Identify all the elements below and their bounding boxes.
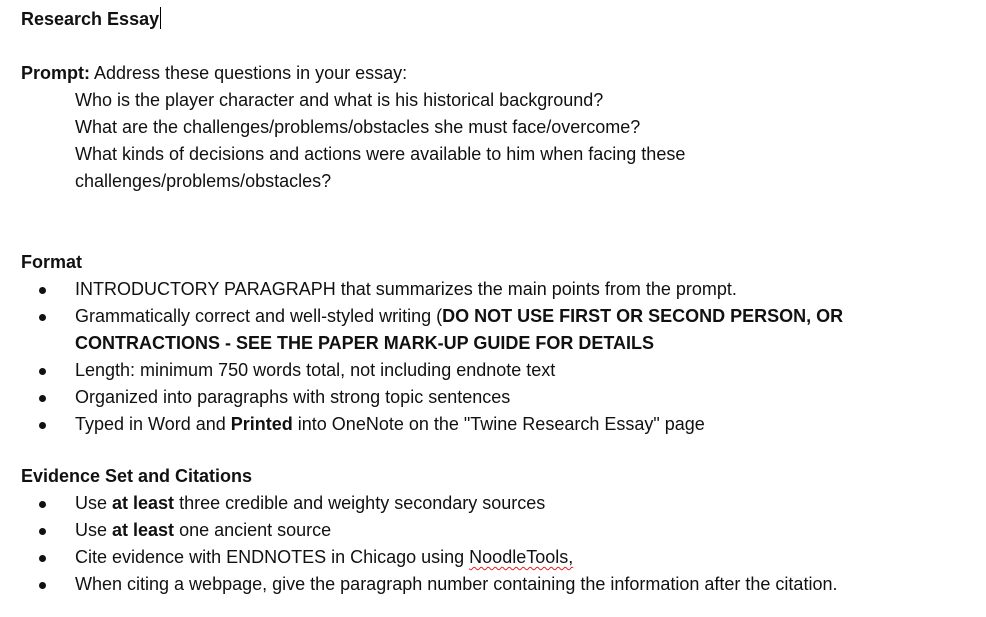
bullet-icon bbox=[39, 501, 46, 508]
list-item: Grammatically correct and well-styled writing (DO NOT USE FIRST OR SECOND PERSON, OR bbox=[21, 303, 971, 330]
bullet-icon bbox=[39, 314, 46, 321]
document-body[interactable] bbox=[21, 6, 971, 598]
text-cursor bbox=[160, 7, 161, 29]
bullet-icon bbox=[39, 555, 46, 562]
list-item: Use at least one ancient source bbox=[21, 517, 971, 544]
list-item: Organized into paragraphs with strong topic sentences bbox=[21, 384, 971, 411]
list-item: INTRODUCTORY PARAGRAPH that summarizes the main points from the prompt. bbox=[21, 276, 971, 303]
list-item: Typed in Word and Printed into OneNote on the "Twine Research Essay" page bbox=[21, 411, 971, 438]
list-item: When citing a webpage, give the paragraph number containing the information after the citation. bbox=[21, 571, 971, 598]
prompt-question-cont: challenges/problems/obstacles? bbox=[75, 171, 332, 191]
format-heading: Format bbox=[21, 252, 83, 272]
list-item-cont: CONTRACTIONS - SEE THE PAPER MARK-UP GUIDE FOR DETAILS bbox=[75, 333, 655, 353]
prompt-question: What kinds of decisions and actions were available to him when facing these bbox=[75, 144, 686, 164]
prompt-label: Prompt: bbox=[21, 63, 90, 83]
list-item: Cite evidence with ENDNOTES in Chicago using NoodleTools, bbox=[21, 544, 971, 571]
bullet-icon bbox=[39, 287, 46, 294]
evidence-heading: Evidence Set and Citations bbox=[21, 466, 253, 486]
bullet-icon bbox=[39, 395, 46, 402]
list-item: Use at least three credible and weighty secondary sources bbox=[21, 490, 971, 517]
bullet-icon bbox=[39, 582, 46, 589]
prompt-question: What are the challenges/problems/obstacles she must face/overcome? bbox=[75, 117, 641, 137]
bullet-icon bbox=[39, 368, 46, 375]
prompt-question: Who is the player character and what is his historical background? bbox=[75, 90, 604, 110]
bullet-icon bbox=[39, 422, 46, 429]
prompt-line: Prompt: Address these questions in your essay: bbox=[21, 63, 408, 83]
bullet-icon bbox=[39, 528, 46, 535]
list-item: Length: minimum 750 words total, not including endnote text bbox=[21, 357, 971, 384]
spelling-error-word[interactable]: NoodleTools, bbox=[469, 547, 574, 567]
document-title: Research Essay bbox=[21, 9, 160, 29]
